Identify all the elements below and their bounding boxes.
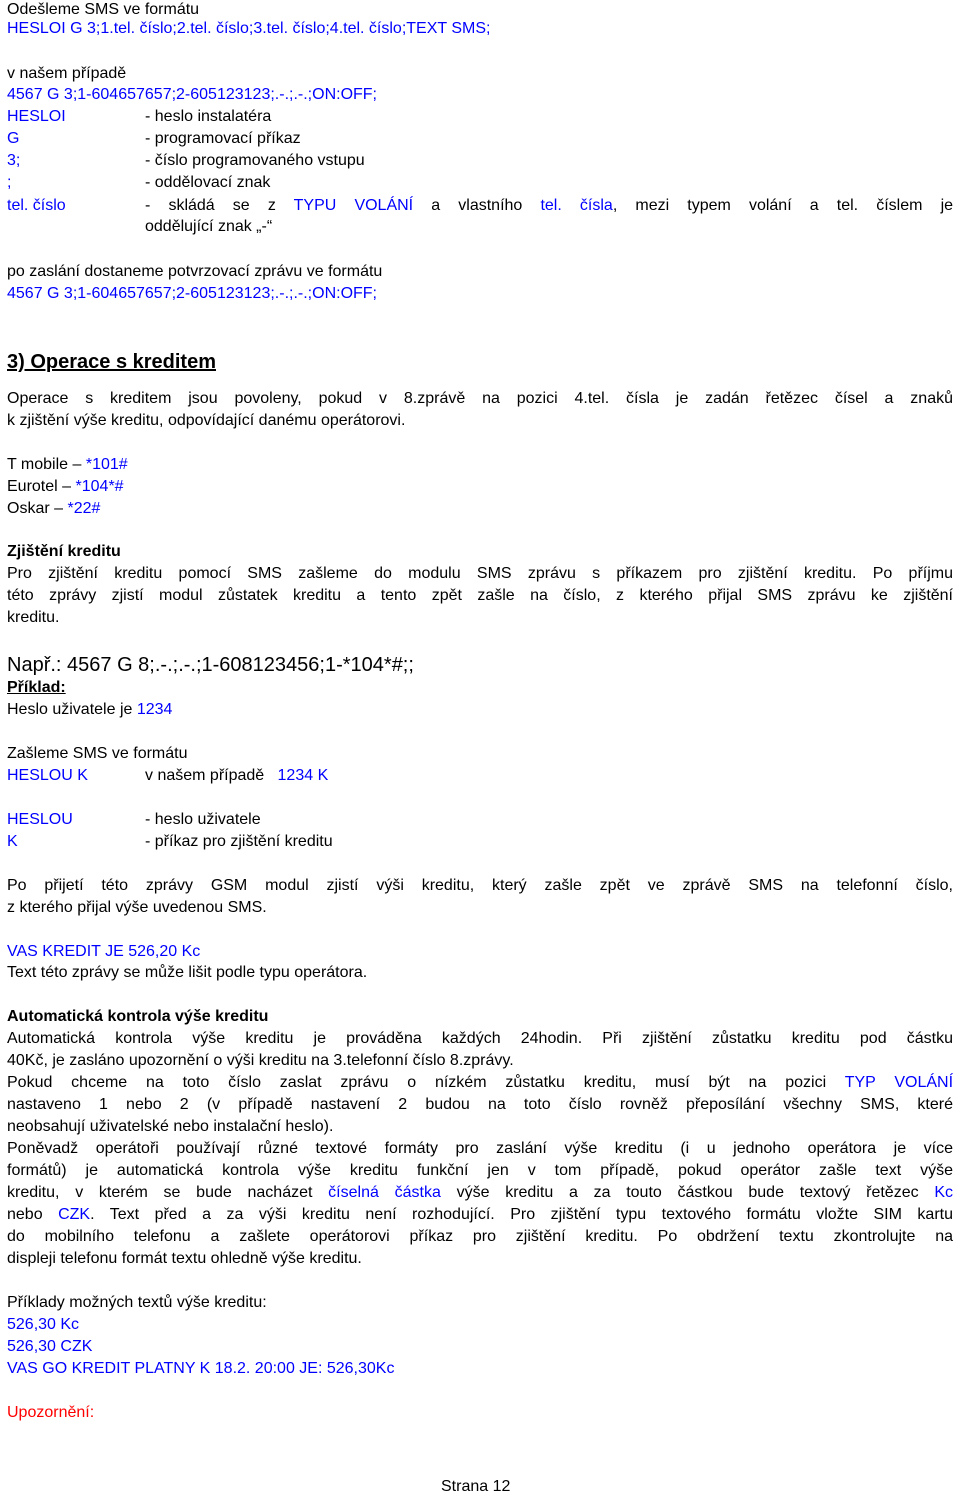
subheading-priklad: Příklad: bbox=[7, 679, 66, 696]
auto-para-line: displeji telefonu formát textu ohledně výše kreditu. bbox=[7, 1250, 362, 1267]
auto-para-line: Automatická kontrola výše kreditu je prováděna každých 24hodin. Při zjištění zůstatku kreditu pod částku bbox=[7, 1030, 953, 1047]
def-term: ; bbox=[7, 174, 12, 191]
send-sms-intro: Zašleme SMS ve formátu bbox=[7, 745, 188, 762]
example-intro: v našem případě bbox=[7, 65, 127, 82]
auto-para-line: Poněvadž operátoři používají různé textové formáty pro zaslání výše kreditu (i u jednoho operátora je více bbox=[7, 1140, 953, 1157]
user-password-line: Heslo uživatele je 1234 bbox=[7, 701, 173, 718]
operator-eurotel: Eurotel – *104*# bbox=[7, 478, 124, 495]
auto-para-line: 40Kč, je zasláno upozornění o výši kreditu na 3.telefonní číslo 8.zprávy. bbox=[7, 1052, 514, 1069]
confirm-command: 4567 G 3;1-604657657;2-605123123;.-.;.-.;ON:OFF; bbox=[7, 285, 377, 302]
auto-para-line: formátů) je automatická kontrola výše kreditu funkční jen v tom případě, pokud operátor zašle text výše bbox=[7, 1162, 953, 1179]
zjisteni-para-line: kreditu. bbox=[7, 609, 60, 626]
sms-format-intro: Odešleme SMS ve formátu bbox=[7, 1, 200, 18]
auto-para-line: do mobilního telefonu a zašlete operátorovi příkaz pro zjištění kreditu. Po obdržení textu zkontrolujte na bbox=[7, 1228, 953, 1245]
credit-para-line: Operace s kreditem jsou povoleny, pokud v 8.zprávě na pozici 4.tel. čísla je zadán řetězec čísel a znaků bbox=[7, 390, 953, 407]
def-term: 3; bbox=[7, 152, 21, 169]
def-term: HESLOI bbox=[7, 108, 66, 125]
auto-para-line: Pokud chceme na toto číslo zaslat zprávu o nízkém zůstatku kreditu, musí být na pozici TYP VOLÁNÍ bbox=[7, 1074, 954, 1091]
subheading-auto-check: Automatická kontrola výše kreditu bbox=[7, 1008, 269, 1025]
def-desc: - heslo uživatele bbox=[145, 811, 261, 828]
def-term-tel: tel. číslo bbox=[7, 197, 66, 214]
example-text: 526,30 CZK bbox=[7, 1338, 93, 1355]
def-desc: - číslo programovaného vstupu bbox=[145, 152, 365, 169]
credit-para-line: k zjištění výše kreditu, odpovídající danému operátorovi. bbox=[7, 412, 406, 429]
heslou-k-example: v našem případě 1234 K bbox=[145, 767, 329, 784]
example-napr: Např.: 4567 G 8;.-.;.-.;1-608123456;1-*104*#;; bbox=[7, 654, 414, 676]
subheading-zjisteni: Zjištění kreditu bbox=[7, 543, 121, 560]
sms-format-template: HESLOI G 3;1.tel. číslo;2.tel. číslo;3.tel. číslo;4.tel. číslo;TEXT SMS; bbox=[7, 20, 491, 37]
heslou-k-template: HESLOU K bbox=[7, 767, 88, 784]
format-note: Text této zprávy se může lišit podle typu operátora. bbox=[7, 964, 368, 981]
auto-para-line: kreditu, v kterém se bude nacházet číselná částka výše kreditu a za touto částkou bude textový řetězec Kc bbox=[7, 1184, 953, 1201]
auto-para-line: neobsahují uživatelské nebo instalační heslo). bbox=[7, 1118, 334, 1135]
example-text: 526,30 Kc bbox=[7, 1316, 80, 1333]
page-number: Strana 12 bbox=[441, 1478, 511, 1495]
zjisteni-para-line: této zprávy zjistí modul zůstatek kreditu a tento zpět zašle na číslo, z kterého přijal SMS zprávu ke zjištění bbox=[7, 587, 953, 604]
def-term: HESLOU bbox=[7, 811, 73, 828]
zjisteni-para-line: Pro zjištění kreditu pomocí SMS zašleme do modulu SMS zprávu s příkazem pro zjištění kreditu. Po příjmu bbox=[7, 565, 953, 582]
def-desc: - heslo instalatéra bbox=[145, 108, 272, 125]
section-heading-credit: 3) Operace s kreditem bbox=[7, 351, 216, 373]
response-para-line: z kterého přijal výše uvedenou SMS. bbox=[7, 899, 267, 916]
example-command: 4567 G 3;1-604657657;2-605123123;.-.;.-.;ON:OFF; bbox=[7, 86, 377, 103]
def-desc: - oddělovací znak bbox=[145, 174, 271, 191]
def-desc: - příkaz pro zjištění kreditu bbox=[145, 833, 333, 850]
example-text: VAS GO KREDIT PLATNY K 18.2. 20:00 JE: 526,30Kc bbox=[7, 1360, 395, 1377]
credit-response-example: VAS KREDIT JE 526,20 Kc bbox=[7, 943, 201, 960]
response-para-line: Po přijetí této zprávy GSM modul zjistí výši kreditu, který zašle zpět ve zprávě SMS na telefonní číslo, bbox=[7, 877, 953, 894]
warning-label: Upozornění: bbox=[7, 1404, 95, 1421]
confirm-intro: po zaslání dostaneme potvrzovací zprávu ve formátu bbox=[7, 263, 383, 280]
def-term: G bbox=[7, 130, 20, 147]
def-desc-tel: - skládá se z TYPU VOLÁNÍ a vlastního tel. čísla, mezi typem volání a tel. číslem je bbox=[145, 197, 954, 214]
auto-para-line: nastaveno 1 nebo 2 (v případě nastavení 2 budou na toto číslo rovněž přeposílání všechny SMS, které bbox=[7, 1096, 953, 1113]
def-term: K bbox=[7, 833, 18, 850]
def-desc: - programovací příkaz bbox=[145, 130, 301, 147]
operator-oskar: Oskar – *22# bbox=[7, 500, 101, 517]
operator-tmobile: T mobile – *101# bbox=[7, 456, 128, 473]
def-desc-tel-cont: oddělující znak „-“ bbox=[145, 218, 273, 235]
examples-heading: Příklady možných textů výše kreditu: bbox=[7, 1294, 267, 1311]
auto-para-line: nebo CZK. Text před a za výši kreditu není rozhodující. Pro zjištění typu textového formátu vložte SIM kartu bbox=[7, 1206, 954, 1223]
